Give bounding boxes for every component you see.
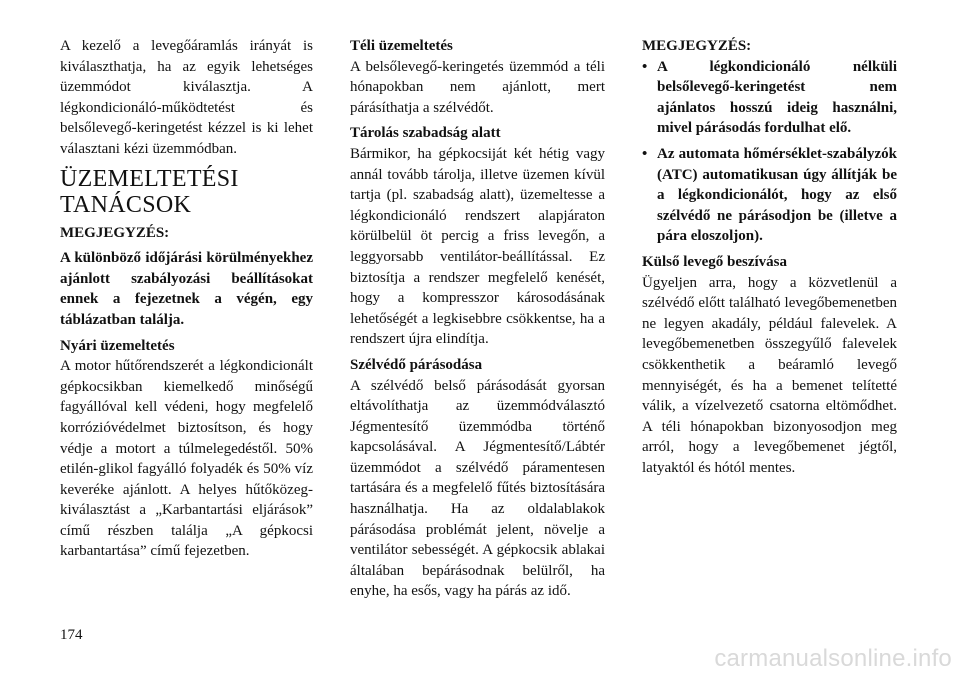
note-bullet-text: Az automata hőmérséklet-szabályzók (ATC) automatikusan úgy állítják be a légkondicionálót, hogy az első szélvédő ne párásodjon be (illetve a pára eloszoljon). (657, 145, 897, 245)
watermark: carmanualsonline.info (714, 645, 952, 672)
section-title-line2: TANÁCSOK (60, 191, 192, 218)
note-bullet-item (642, 57, 897, 139)
note-bullet-item (642, 144, 897, 247)
window-fogging-text: A szélvédő belső párásodását gyorsan eltávolíthatja az üzemmódválasztó Jégmentesítő üzemmódba történő kapcsolásával. A Jégmentesítő/Lábtér üzemmódot a szélvédő páramentesen tartására és a megfelelő fűtés biztosítására használhatja. Ha az oldalablakok párásodása problémát jelent, növelje a ventilátor sebességét. A gépkocsik ablakai általában bepárásodnak belülről, ha enyhe, ha esős, vagy ha párás az idő. (350, 377, 605, 600)
outside-air-intake-heading: Külső levegő beszívása (642, 253, 787, 270)
summer-operation-text: A motor hűtőrendszerét a légkondicionált gépkocsikban kiemelkedő minőségű fagyállóval kell védeni, hogy megfelelő korrózióvédelmet biztosítson, és hogy védje a motort a túlmelegedéstől. 50% etilén-glikol fagyálló folyadék és 50% víz keveréke ajánlott. A helyes hűtőközeg-kiválasztást a „Karbantartási eljárások” című részben találja „A gépkocsi karbantartása” című fejezetben. (60, 358, 313, 560)
window-fogging-heading: Szélvédő párásodása (350, 356, 483, 373)
note-label: MEGJEGYZÉS: (60, 224, 170, 241)
column-left (60, 36, 313, 562)
section-title-line1: ÜZEMELTETÉSI (60, 165, 239, 192)
note-label-right: MEGJEGYZÉS: (642, 38, 752, 54)
vacation-storage-text: Bármikor, ha gépkocsiját két hétig vagy annál tovább tárolja, illetve üzemen kívül tartja (pl. szabadság alatt), üzemeltesse a légkondicionáló rendszert alapjáraton körülbelül öt percig a friss levegőn, a leggyorsabb ventilátor-beállítással. Ez biztosítja a rendszer megfelelő kenését, hogy a kompresszor károsodásának lehetőségét a legkisebbre csökkentse, ha a rendszert újra elindítja. (350, 145, 605, 348)
summer-operation-heading: Nyári üzemeltetés (60, 337, 175, 354)
column-right (642, 36, 897, 478)
outside-air-intake-text: Ügyeljen arra, hogy a közvetlenül a szélvédő előtt található levegőbemenetben ne legyen akadály, például falevelek. A levegőbemenetben összegyűlő falevelek csökkenthetik a beáramló levegő mennyiségét, és ha a bemenet telítetté válik, a vízelvezető csatorna eltömődhet. A téli hónapokban bizonyosodjon meg arról, hogy a levegőbemenet jégtől, latyaktól és hótól mentes. (642, 274, 897, 476)
section-title (60, 166, 313, 218)
intro-paragraph: A kezelő a levegőáramlás irányát is kiválaszthatja, ha az egyik lehetséges üzemmódot kiválasztja. A légkondicionáló-működtetést és belsőlevegő-keringetést kézzel is ki lehet választani kézi üzemmódban. (60, 38, 313, 157)
winter-operation-text: A belsőlevegő-keringetés üzemmód a téli hónapokban nem ajánlott, mert párásíthatja a szélvédőt. (350, 58, 605, 116)
bullet-icon: • (642, 58, 648, 75)
winter-operation-heading: Téli üzemeltetés (350, 38, 453, 54)
bullet-icon: • (642, 145, 648, 162)
note-bullet-list (642, 57, 897, 247)
page-number: 174 (60, 627, 83, 643)
column-middle (350, 36, 605, 602)
note-bullet-text: A légkondicionáló nélküli belsőlevegő-keringetést nem ajánlatos hosszú ideig használni, mivel párásodás fordulhat elő. (657, 58, 897, 137)
note-text: A különböző időjárási körülményekhez ajánlott szabályozási beállításokat ennek a fejezetnek a végén, egy táblázatban találja. (60, 250, 313, 328)
vacation-storage-heading: Tárolás szabadság alatt (350, 125, 501, 142)
